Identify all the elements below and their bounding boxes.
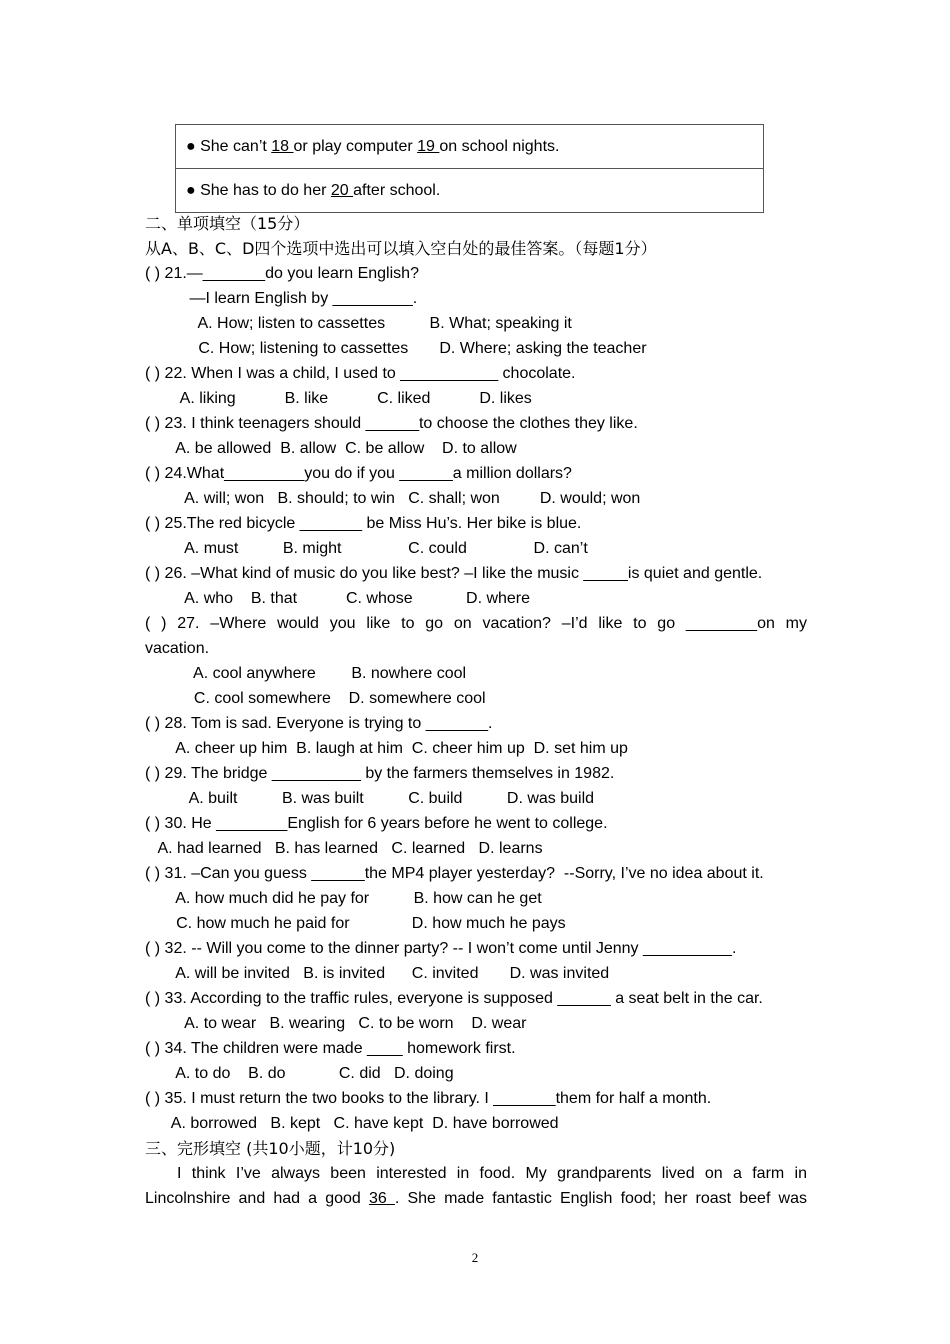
option-line: C. how much he paid for D. how much he pays [145,915,566,932]
option-line: A. how much did he pay for B. how can he get [145,890,542,907]
cloze-paragraph-line: Lincolnshire and had a good 36 . She made fantastic English food; her roast beef was [145,1190,807,1207]
question-line: ( ) 26. –What kind of music do you like best? –I like the music _____is quiet and gentle. [145,565,763,582]
question-line: ( ) 35. I must return the two books to the library. I _______them for half a month. [145,1090,712,1107]
option-line: A. cool anywhere B. nowhere cool [145,665,467,682]
table-cell: ● She can’t 18 or play computer 19 on school nights. [176,125,764,169]
question-line-continued: vacation. [145,640,210,657]
table-row [176,169,764,213]
question-line: ( ) 24.What_________you do if you ______a million dollars? [145,465,572,482]
blank-19: 19 [417,137,440,155]
question-line: ( ) 34. The children were made ____ homework first. [145,1040,516,1057]
blank-20: 20 [330,181,354,199]
option-line: A. who B. that C. whose D. where [145,590,531,607]
option-line: C. How; listening to cassettes D. Where; asking the teacher [145,340,647,357]
option-line: A. must B. might C. could D. can’t [145,540,588,557]
question-line: ( ) 32. -- Will you come to the dinner party? -- I won’t come until Jenny __________. [145,940,737,957]
option-line: A. will; won B. should; to win C. shall; won D. would; won [145,490,641,507]
option-line: A. be allowed B. allow C. be allow D. to allow [145,440,517,457]
option-line: A. had learned B. has learned C. learned D. learns [145,840,543,857]
section-instruction: 从A、B、C、D四个选项中选出可以填入空白处的最佳答案。（每题1分） [145,239,657,258]
option-line: C. cool somewhere D. somewhere cool [145,690,486,707]
question-line: ( ) 31. –Can you guess ______the MP4 player yesterday? --Sorry, I’ve no idea about it. [145,865,764,882]
section-heading: 三、完形填空 (共10小题，计10分) [145,1139,396,1158]
cloze-paragraph-line: I think I’ve always been interested in food. My grandparents lived on a farm in [177,1165,807,1182]
option-line: A. cheer up him B. laugh at him C. cheer him up D. set him up [145,740,628,757]
fill-in-table [175,124,764,213]
option-line: A. liking B. like C. liked D. likes [145,390,532,407]
question-line: —I learn English by _________. [145,290,418,307]
question-line: ( ) 22. When I was a child, I used to ___________ chocolate. [145,365,576,382]
question-line: ( ) 33. According to the traffic rules, everyone is supposed ______ a seat belt in the car. [145,990,763,1007]
question-line: ( ) 29. The bridge __________ by the farmers themselves in 1982. [145,765,615,782]
option-line: A. borrowed B. kept C. have kept D. have borrowed [145,1115,559,1132]
option-line: A. How; listen to cassettes B. What; speaking it [145,315,572,332]
option-line: A. built B. was built C. build D. was build [145,790,595,807]
question-line: ( ) 30. He ________English for 6 years before he went to college. [145,815,608,832]
section-heading: 二、单项填空（15分） [145,214,310,233]
table-cell: ● She has to do her 20 after school. [176,169,764,213]
question-line: ( ) 28. Tom is sad. Everyone is trying to _______. [145,715,493,732]
page-number: 2 [471,1250,479,1265]
option-line: A. to do B. do C. did D. doing [145,1065,454,1082]
option-line: A. to wear B. wearing C. to be worn D. wear [145,1015,527,1032]
blank-36: 36 [368,1190,395,1207]
option-line: A. will be invited B. is invited C. invited D. was invited [145,965,610,982]
question-line: ( ) 21.—_______do you learn English? [145,265,419,282]
question-line: ( ) 27. –Where would you like to go on vacation? –I’d like to go ________on my [145,615,807,632]
question-line: ( ) 25.The red bicycle _______ be Miss Hu’s. Her bike is blue. [145,515,582,532]
question-line: ( ) 23. I think teenagers should ______to choose the clothes they like. [145,415,638,432]
blank-18: 18 [271,137,294,155]
table-row [176,125,764,169]
